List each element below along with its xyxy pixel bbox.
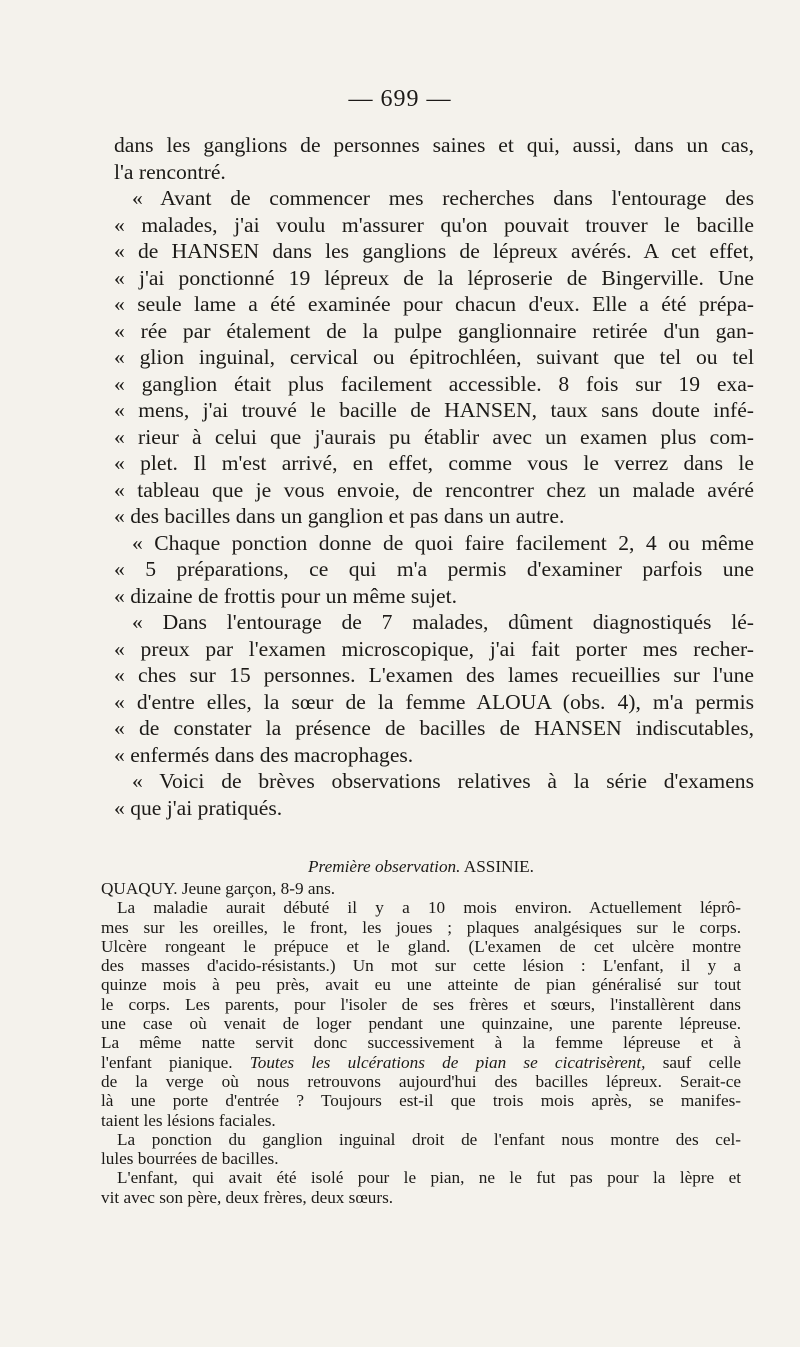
note-line: Ulcère rongeant le prépuce et le gland. (L'examen de cet ulcère montre (101, 936, 741, 956)
note-line: une case où venait de loger pendant une quinzaine, une parente lépreuse. (101, 1014, 741, 1034)
text-line: « rieur à celui que j'aurais pu établir avec un examen plus com- (114, 424, 754, 449)
text-line: « glion inguinal, cervical ou épitrochléen, suivant que tel ou tel (114, 345, 754, 369)
note-line: vit avec son père, deux frères, deux sœurs. (101, 1187, 394, 1207)
text-line: « ganglion était plus facilement accessible. 8 fois sur 19 exa- (114, 371, 754, 396)
note-line: mes sur les oreilles, le front, les joues ; plaques analgésiques sur le corps. (101, 917, 741, 937)
text-line: « tableau que je vous envoie, de rencontrer chez un malade avéré (114, 477, 754, 502)
text-line: l'a rencontré. (114, 159, 226, 184)
observation-section (101, 857, 741, 1207)
text-line: « malades, j'ai voulu m'assurer qu'on pouvait trouver le bacille (114, 212, 754, 237)
note-line: La même natte servit donc successivement à la femme lépreuse et à (101, 1033, 741, 1053)
text-line: « d'entre elles, la sœur de la femme ALOUA (obs. 4), m'a permis (114, 689, 754, 714)
text-line: « preux par l'examen microscopique, j'ai fait porter mes recher- (114, 636, 754, 661)
text-line: « des bacilles dans un ganglion et pas dans un autre. (114, 504, 565, 528)
text-line: « Voici de brèves observations relatives à la série d'examens (132, 769, 754, 793)
note-line: de la verge où nous retrouvons aujourd'hui des bacilles lépreux. Serait-ce (101, 1071, 741, 1091)
observation-place: ASSINIE. (463, 857, 534, 876)
text-line: « mens, j'ai trouvé le bacille de HANSEN, taux sans doute infé- (114, 398, 754, 422)
text-line: « que j'ai pratiqués. (114, 795, 283, 820)
text-line: « enfermés dans des macrophages. (114, 742, 414, 767)
note-text: sauf celle (662, 1052, 742, 1072)
note-line: La maladie aurait débuté il y a 10 mois environ. Actuellement léprô- (117, 898, 741, 918)
observation-title: Première observation. (308, 857, 461, 876)
text-line: « Avant de commencer mes recherches dans l'entourage des (132, 186, 754, 210)
patient-line: QUAQUY. Jeune garçon, 8-9 ans. (101, 879, 336, 898)
note-line: des masses d'acido-résistants.) Un mot sur cette lésion : L'enfant, il y a (101, 956, 741, 976)
text-line: « seule lame a été examinée pour chacun d'eux. Elle a été prépa- (114, 292, 754, 316)
text-line: « dizaine de frottis pour un même sujet. (114, 583, 458, 608)
note-line: lules bourrées de bacilles. (101, 1149, 279, 1169)
text-line: « j'ai ponctionné 19 lépreux de la léproserie de Bingerville. Une (114, 265, 754, 290)
text-line: « de constater la présence de bacilles de HANSEN indiscutables, (114, 716, 754, 740)
main-text (114, 132, 754, 821)
page-number: — 699 — (348, 86, 452, 112)
note-line: L'enfant, qui avait été isolé pour le pian, ne le fut pas pour la lèpre et (117, 1168, 741, 1188)
note-line (101, 1053, 741, 1072)
italic-phrase: Toutes les ulcérations de pian se cicatrisèrent, (249, 1052, 646, 1072)
note-line: quinze mois à peu près, avait eu une atteinte de pian généralisé sur tout (101, 975, 741, 995)
text-line: « de HANSEN dans les ganglions de lépreux avérés. A cet effet, (114, 239, 754, 263)
text-line: « ches sur 15 personnes. L'examen des lames recueillies sur l'une (114, 663, 754, 687)
note-line: le corps. Les parents, pour l'isoler de ses frères et sœurs, l'installèrent dans (101, 994, 741, 1014)
text-line: « Chaque ponction donne de quoi faire facilement 2, 4 ou même (132, 530, 754, 555)
text-line: « rée par étalement de la pulpe ganglionnaire retirée d'un gan- (114, 318, 754, 343)
text-line: « 5 préparations, ce qui m'a permis d'examiner parfois une (114, 557, 754, 581)
note-line: taient les lésions faciales. (101, 1110, 276, 1130)
note-text: l'enfant pianique. (101, 1052, 233, 1072)
note-line: là une porte d'entrée ? Toujours est-il que trois mois après, se manifes- (101, 1091, 741, 1111)
text-line: « plet. Il m'est arrivé, en effet, comme vous le verrez dans le (114, 451, 754, 475)
observation-heading (101, 857, 741, 879)
text-line: « Dans l'entourage de 7 malades, dûment diagnostiqués lé- (132, 610, 754, 634)
note-line: La ponction du ganglion inguinal droit de l'enfant nous montre des cel- (117, 1129, 741, 1149)
text-line: dans les ganglions de personnes saines et qui, aussi, dans un cas, (114, 133, 754, 157)
